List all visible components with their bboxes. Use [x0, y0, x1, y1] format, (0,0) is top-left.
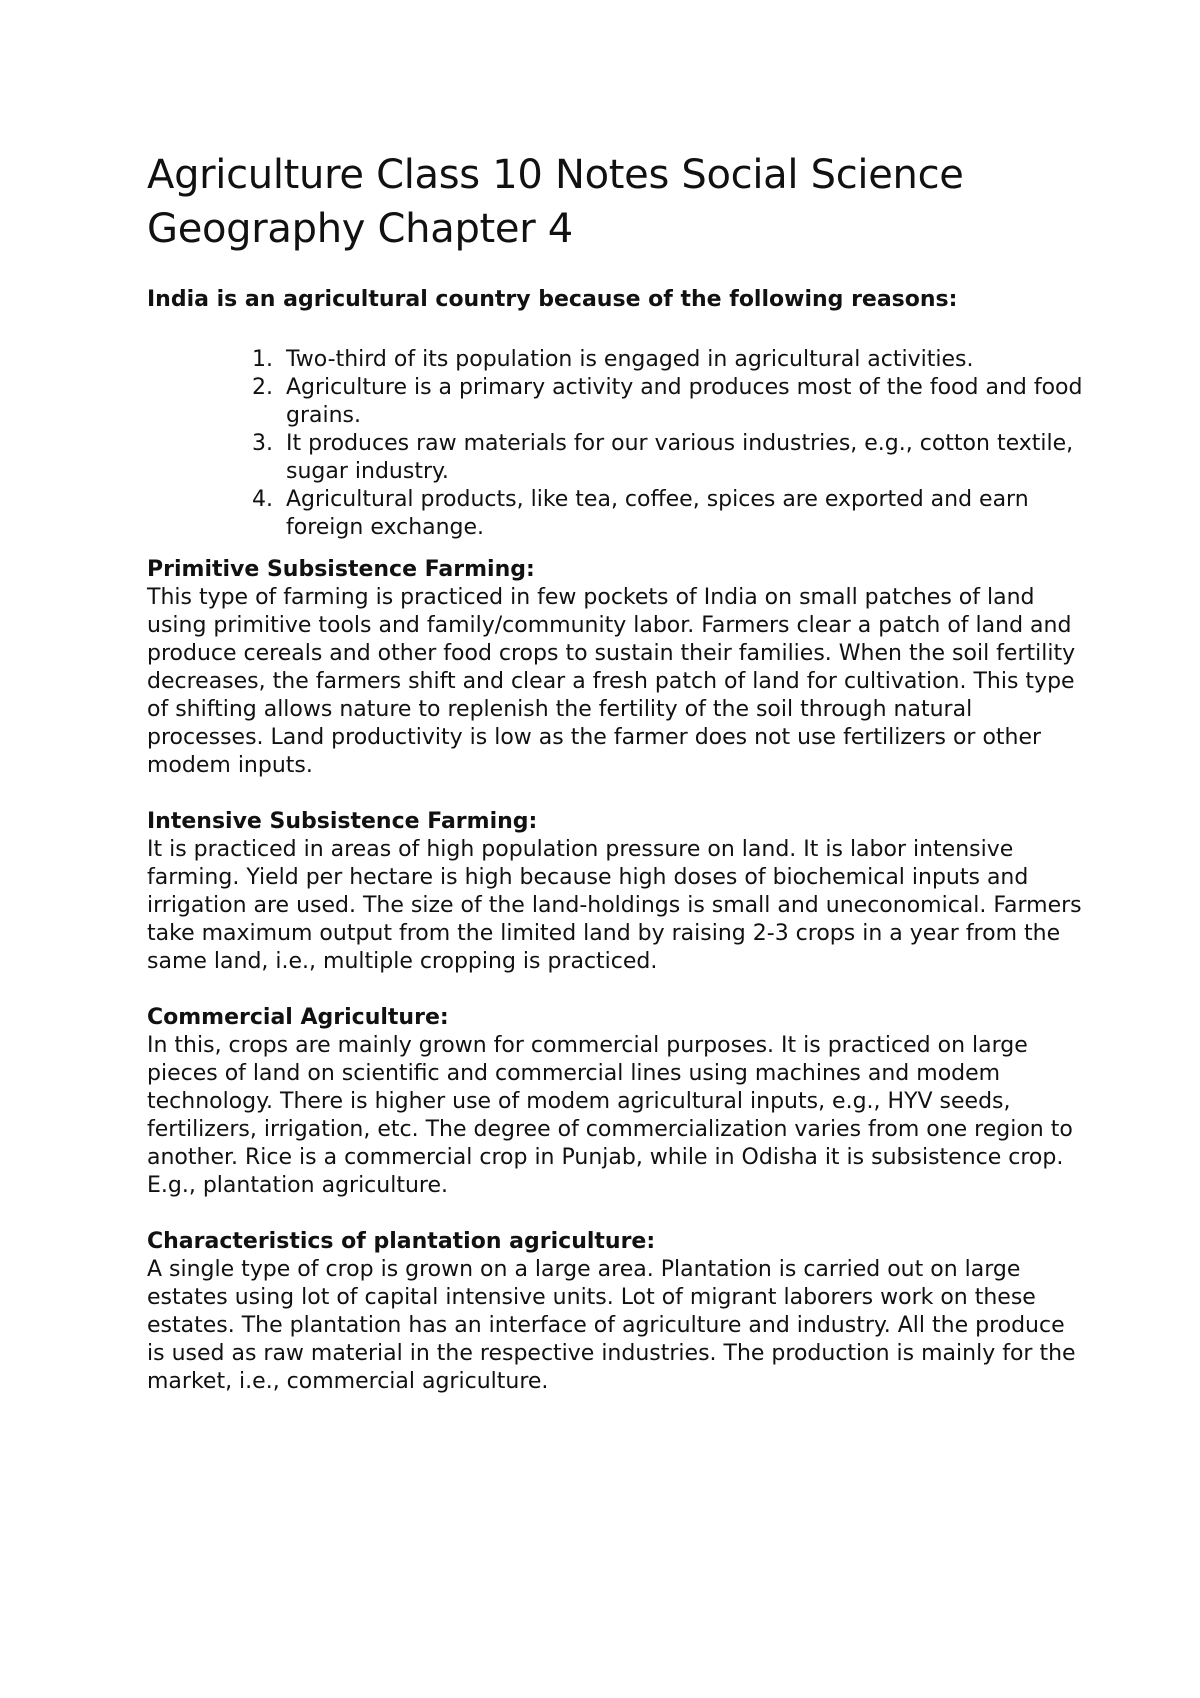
section-primitive-subsistence-farming: [147, 556, 1087, 780]
section-heading: Commercial Agriculture:: [147, 1005, 449, 1030]
section-intensive-subsistence-farming: [147, 808, 1087, 976]
section-plantation-characteristics: [147, 1228, 1087, 1396]
section-commercial-agriculture: [147, 1004, 1087, 1200]
reason-item: 2. Agriculture is a primary activity and produces most of the food and food grains.: [280, 374, 1087, 430]
section-heading: Intensive Subsistence Farming:: [147, 809, 538, 834]
intro-heading: India is an agricultural country because of the following reasons:: [147, 287, 958, 312]
document-page: [147, 148, 1087, 1396]
reason-item: 3. It produces raw materials for our various industries, e.g., cotton textile, sugar industry.: [280, 430, 1087, 486]
section-body: A single type of crop is grown on a large area. Plantation is carried out on large estates using lot of capital intensive units. Lot of migrant laborers work on these estates. The plantation has an interface of agriculture and industry. All the produce is used as raw material in the respective industries. The production is mainly for the market, i.e., commercial agriculture.: [147, 1257, 1076, 1394]
reason-item: 1. Two-third of its population is engaged in agricultural activities.: [280, 346, 1087, 374]
reason-item: 4. Agricultural products, like tea, coffee, spices are exported and earn foreign exchange.: [280, 486, 1087, 542]
section-body: It is practiced in areas of high population pressure on land. It is labor intensive farming. Yield per hectare is high because high doses of biochemical inputs and irrigation are used. The size of the land-holdings is small and uneconomical. Farmers take maximum output from the limited land by raising 2-3 crops in a year from the same land, i.e., multiple cropping is practiced.: [147, 837, 1082, 974]
section-heading: Characteristics of plantation agriculture:: [147, 1229, 656, 1254]
section-body: In this, crops are mainly grown for commercial purposes. It is practiced on large pieces of land on scientific and commercial lines using machines and modem technology. There is higher use of modem agricultural inputs, e.g., HYV seeds, fertilizers, irrigation, etc. The degree of commercialization varies from one region to another. Rice is a commercial crop in Punjab, while in Odisha it is subsistence crop. E.g., plantation agriculture.: [147, 1033, 1073, 1198]
section-heading: Primitive Subsistence Farming:: [147, 557, 535, 582]
document-title: Agriculture Class 10 Notes Social Science Geography Chapter 4: [147, 152, 964, 252]
reasons-list: [147, 346, 1087, 542]
section-body: This type of farming is practiced in few pockets of India on small patches of land using primitive tools and family/community labor. Farmers clear a patch of land and produce cereals and other food crops to sustain their families. When the soil fertility decreases, the farmers shift and clear a fresh patch of land for cultivation. This type of shifting allows nature to replenish the fertility of the soil through natural processes. Land productivity is low as the farmer does not use fertilizers or other modem inputs.: [147, 585, 1076, 778]
